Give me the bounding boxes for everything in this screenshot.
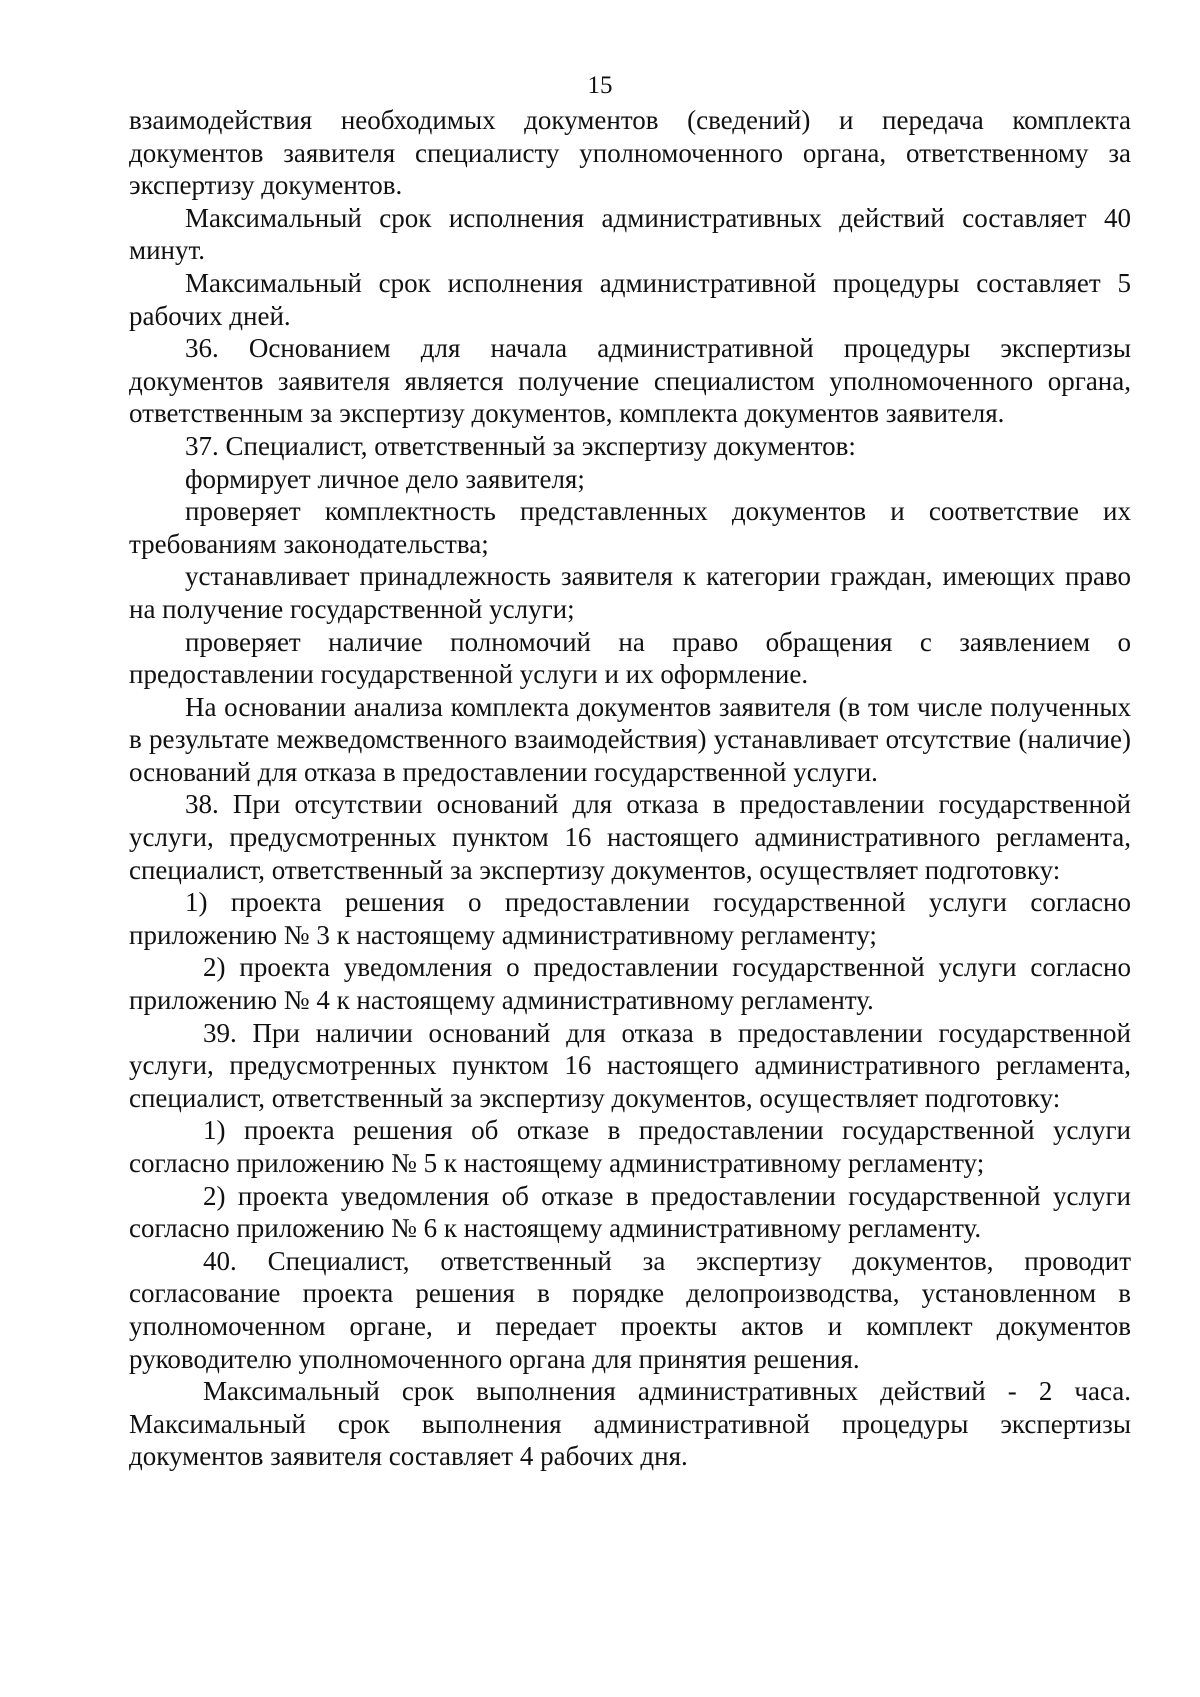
paragraph-actions-deadline: Максимальный срок исполнения административных действий составляет 40 минут. (129, 202, 1131, 266)
paragraph-item-38-decision: 1) проекта решения о предоставлении государственной услуги согласно приложению № 3 к настоящему административному регламенту; (129, 887, 1131, 950)
paragraph-item-38-notice: 2) проекта уведомления о предоставлении государственной услуги согласно приложению № 4 к настоящему административному регламенту. (129, 952, 1131, 1016)
paragraph-item-36: 36. Основанием для начала административной процедуры экспертизы документов заявителя является получение специалистом уполномоченного органа, ответственным за экспертизу документов, комплекта документов заявителя. (129, 333, 1131, 429)
paragraph-item-37-completeness: проверяет комплектность представленных документов и соответствие их требованиям законодательства; (129, 496, 1131, 559)
document-body (129, 104, 1131, 1473)
paragraph-item-37-case-file: формирует личное дело заявителя; (185, 463, 585, 494)
paragraph-item-38: 38. При отсутствии оснований для отказа в предоставлении государственной услуги, предусмотренных пунктом 16 настоящего административного регламента, специалист, ответственный за экспертизу документов, осуществляет подготовку: (129, 789, 1131, 885)
paragraph-item-37-authority: проверяет наличие полномочий на право обращения с заявлением о предоставлении государственной услуги и их оформление. (129, 626, 1131, 690)
paragraph-item-40: 40. Специалист, ответственный за экспертизу документов, проводит согласование проекта решения в порядке делопроизводства, установленном в уполномоченном органе, и передает проекты актов и комплект документов руководителю уполномоченного органа для принятия решения. (129, 1245, 1131, 1374)
paragraph-item-37-eligibility: устанавливает принадлежность заявителя к категории граждан, имеющих право на получение государственной услуги; (129, 561, 1131, 624)
paragraph-analysis: На основании анализа комплекта документов заявителя (в том числе полученных в результате межведомственного взаимодействия) устанавливает отсутствие (наличие) оснований для отказа в предоставлении государственной услуги. (129, 691, 1131, 787)
paragraph-final-deadlines: Максимальный срок выполнения административных действий - 2 часа. Максимальный срок выполнения административной процедуры экспертизы документов заявителя составляет 4 рабочих дня. (129, 1376, 1131, 1472)
page-number: 15 (587, 72, 613, 99)
paragraph-continuation: взаимодействия необходимых документов (сведений) и передача комплекта документов заявителя специалисту уполномоченного органа, ответственному за экспертизу документов. (129, 105, 1131, 201)
paragraph-item-39-decision: 1) проекта решения об отказе в предоставлении государственной услуги согласно приложению № 5 к настоящему административному регламенту; (129, 1115, 1131, 1178)
paragraph-item-39: 39. При наличии оснований для отказа в предоставлении государственной услуги, предусмотренных пунктом 16 настоящего административного регламента, специалист, ответственный за экспертизу документов, осуществляет подготовку: (129, 1017, 1131, 1113)
paragraph-procedure-deadline: Максимальный срок исполнения административной процедуры составляет 5 рабочих дней. (129, 267, 1131, 331)
paragraph-item-37: 37. Специалист, ответственный за экспертизу документов: (185, 430, 856, 461)
paragraph-item-39-notice: 2) проекта уведомления об отказе в предоставлении государственной услуги согласно приложению № 6 к настоящему административному регламенту. (129, 1180, 1131, 1244)
